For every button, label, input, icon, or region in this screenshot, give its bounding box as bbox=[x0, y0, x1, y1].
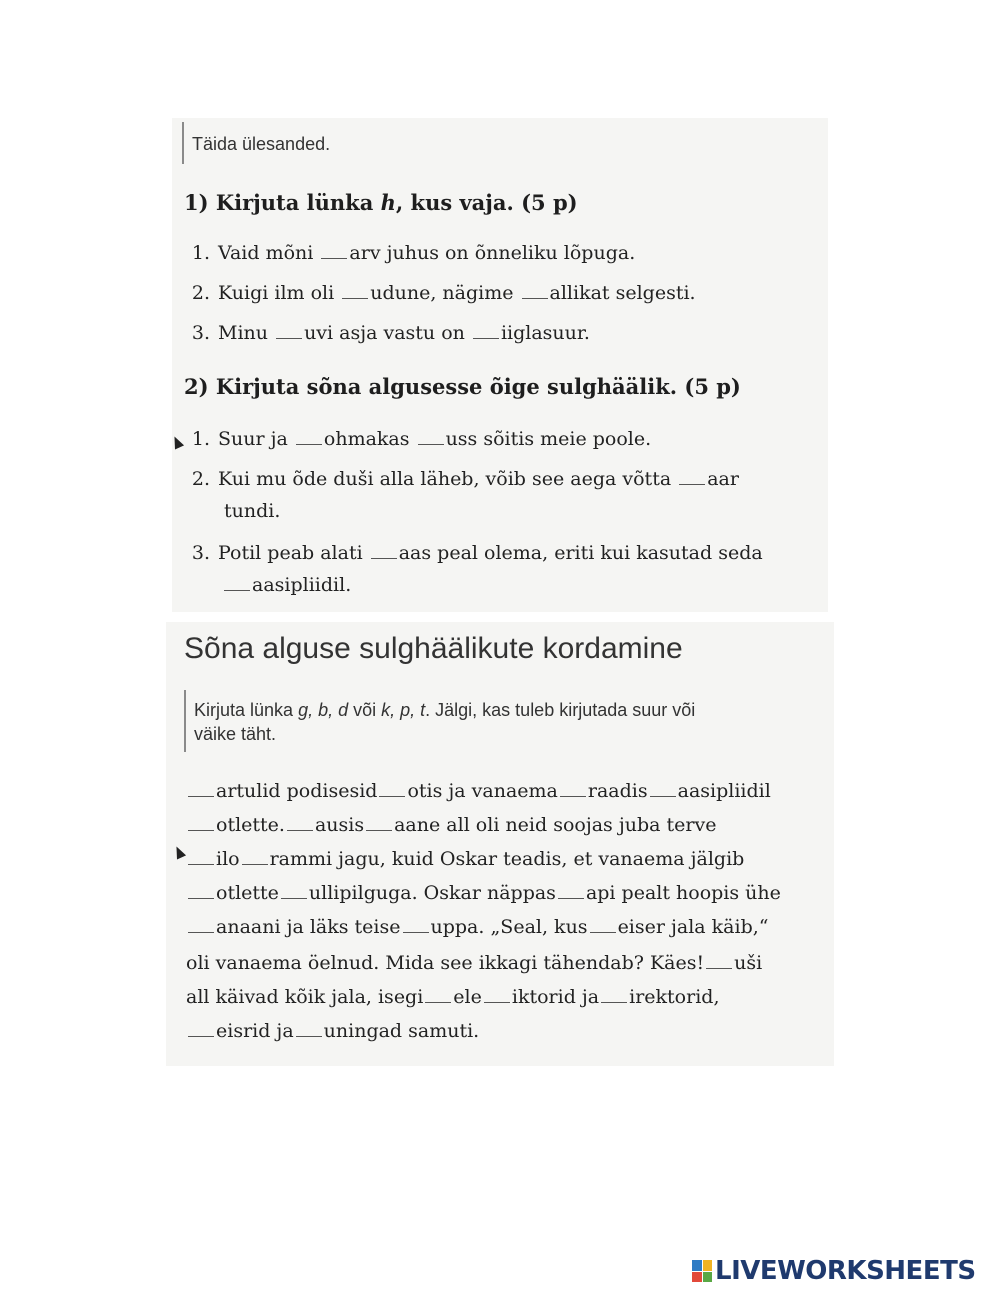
paragraph-text: raadis bbox=[587, 780, 648, 802]
paragraph-text: iktorid ja bbox=[511, 986, 600, 1008]
mouse-cursor-icon bbox=[170, 434, 184, 449]
blank-field[interactable] bbox=[558, 884, 584, 899]
item-text: arv juhus on õnneliku lõpuga. bbox=[349, 242, 636, 264]
blank-field[interactable] bbox=[679, 470, 705, 485]
paragraph-text: irektorid, bbox=[629, 986, 720, 1008]
paragraph-text: ullipilguga. Oskar näppas bbox=[308, 882, 556, 904]
worksheet-section-1 bbox=[172, 118, 828, 612]
liveworksheets-logo bbox=[692, 1256, 976, 1286]
instruction-line-2: väike täht. bbox=[194, 724, 277, 744]
blank-field[interactable] bbox=[188, 1022, 214, 1037]
blank-field[interactable] bbox=[188, 850, 214, 865]
task2-heading: 2) Kirjuta sõna algusesse õige sulghäälik. (5 p) bbox=[184, 374, 741, 399]
item-text: allikat selgesti. bbox=[549, 282, 696, 304]
item-text: Kuigi ilm oli bbox=[218, 282, 335, 304]
item-number: 2. bbox=[191, 282, 210, 304]
paragraph-text: rammi jagu, kuid Oskar teadis, et vanaema jälgib bbox=[269, 848, 745, 870]
blank-field[interactable] bbox=[706, 954, 732, 969]
paragraph-line bbox=[186, 780, 771, 802]
item-text: uvi asja vastu on bbox=[304, 322, 465, 344]
instruction-letters: k, p, t bbox=[381, 700, 426, 720]
task1-heading-letter: h bbox=[380, 190, 396, 215]
blank-field[interactable] bbox=[296, 430, 322, 445]
instruction-bar bbox=[182, 122, 184, 164]
item-text: iiglasuur. bbox=[500, 322, 590, 344]
item-text: Minu bbox=[218, 322, 269, 344]
paragraph-line bbox=[186, 1020, 479, 1042]
blank-field[interactable] bbox=[342, 284, 368, 299]
item-text: Potil peab alati bbox=[218, 542, 363, 564]
blank-field[interactable] bbox=[403, 918, 429, 933]
item-number: 1. bbox=[191, 428, 210, 450]
paragraph-text: api pealt hoopis ühe bbox=[585, 882, 781, 904]
item-text: aar bbox=[707, 468, 739, 490]
task1-heading bbox=[184, 190, 578, 215]
instruction-letters: g, b, d bbox=[298, 700, 349, 720]
blank-field[interactable] bbox=[484, 988, 510, 1003]
item-text: Vaid mõni bbox=[218, 242, 314, 264]
task1-item-2 bbox=[186, 282, 696, 304]
item-number: 3. bbox=[191, 322, 210, 344]
paragraph-line bbox=[186, 814, 716, 836]
task2-item-3-continued bbox=[222, 574, 351, 596]
item-number: 1. bbox=[191, 242, 210, 264]
blank-field[interactable] bbox=[418, 430, 444, 445]
item-text: Suur ja bbox=[218, 428, 288, 450]
instruction-part: Kirjuta lünka bbox=[194, 700, 299, 720]
mouse-cursor-icon bbox=[172, 844, 186, 859]
section-title: Sõna alguse sulghäälikute kordamine bbox=[184, 632, 683, 665]
blank-field[interactable] bbox=[601, 988, 627, 1003]
task2-item-1 bbox=[186, 428, 651, 450]
paragraph-line bbox=[186, 848, 744, 870]
task1-item-1 bbox=[186, 242, 635, 264]
blank-field[interactable] bbox=[188, 816, 214, 831]
blank-field[interactable] bbox=[522, 284, 548, 299]
instruction-line-1 bbox=[194, 700, 695, 721]
item-text: udune, nägime bbox=[370, 282, 514, 304]
blank-field[interactable] bbox=[287, 816, 313, 831]
paragraph-line bbox=[186, 882, 781, 904]
paragraph-text: uši bbox=[734, 952, 763, 974]
blank-field[interactable] bbox=[224, 576, 250, 591]
paragraph-text: ausis bbox=[314, 814, 365, 836]
blank-field[interactable] bbox=[188, 918, 214, 933]
paragraph-text: ilo bbox=[216, 848, 240, 870]
blank-field[interactable] bbox=[473, 324, 499, 339]
blank-field[interactable] bbox=[188, 782, 214, 797]
blank-field[interactable] bbox=[590, 918, 616, 933]
blank-field[interactable] bbox=[321, 244, 347, 259]
paragraph-text: eisrid ja bbox=[216, 1020, 294, 1042]
task2-item-3 bbox=[186, 542, 763, 564]
blank-field[interactable] bbox=[242, 850, 268, 865]
task1-item-3 bbox=[186, 322, 590, 344]
paragraph-text: otlette bbox=[216, 882, 279, 904]
item-text: aas peal olema, eriti kui kasutad seda bbox=[398, 542, 763, 564]
item-number: 2. bbox=[191, 468, 210, 490]
paragraph-text: artulid podisesid bbox=[216, 780, 378, 802]
item-text: Kui mu õde duši alla läheb, võib see aega võtta bbox=[218, 468, 672, 490]
brand-name: LIVEWORKSHEETS bbox=[715, 1256, 976, 1286]
paragraph-text: oli vanaema öelnud. Mida see ikkagi tähendab? Käes! bbox=[186, 952, 705, 974]
liveworksheets-logo-icon bbox=[692, 1260, 712, 1282]
blank-field[interactable] bbox=[560, 782, 586, 797]
instruction-part: . Jälgi, kas tuleb kirjutada suur või bbox=[425, 700, 696, 720]
blank-field[interactable] bbox=[276, 324, 302, 339]
task2-item-2-continued: tundi. bbox=[224, 500, 281, 522]
paragraph-text: aane all oli neid soojas juba terve bbox=[394, 814, 717, 836]
paragraph-line bbox=[186, 916, 769, 938]
paragraph-text: aasipliidil bbox=[677, 780, 771, 802]
blank-field[interactable] bbox=[650, 782, 676, 797]
task2-item-2 bbox=[186, 468, 739, 490]
paragraph-text: uppa. „Seal, kus bbox=[430, 916, 588, 938]
blank-field[interactable] bbox=[379, 782, 405, 797]
paragraph-text: ele bbox=[453, 986, 482, 1008]
blank-field[interactable] bbox=[371, 544, 397, 559]
paragraph-line bbox=[186, 986, 719, 1008]
instruction-bar bbox=[184, 690, 186, 752]
blank-field[interactable] bbox=[281, 884, 307, 899]
item-text: aasipliidil. bbox=[252, 574, 352, 596]
task1-heading-post: , kus vaja. (5 p) bbox=[395, 190, 578, 215]
task1-heading-pre: 1) Kirjuta lünka bbox=[184, 190, 381, 215]
worksheet-section-2 bbox=[166, 622, 834, 1066]
paragraph-text: otis ja vanaema bbox=[407, 780, 558, 802]
instruction-text: Täida ülesanded. bbox=[192, 134, 331, 154]
paragraph-text: otlette. bbox=[216, 814, 285, 836]
blank-field[interactable] bbox=[188, 884, 214, 899]
blank-field[interactable] bbox=[366, 816, 392, 831]
item-text: uss sõitis meie poole. bbox=[445, 428, 652, 450]
blank-field[interactable] bbox=[425, 988, 451, 1003]
paragraph-text: uningad samuti. bbox=[323, 1020, 480, 1042]
paragraph-text: all käivad kõik jala, isegi bbox=[186, 986, 424, 1008]
paragraph-line bbox=[186, 952, 762, 974]
instruction-part: või bbox=[348, 700, 382, 720]
item-text: ohmakas bbox=[323, 428, 410, 450]
item-number: 3. bbox=[191, 542, 210, 564]
blank-field[interactable] bbox=[296, 1022, 322, 1037]
paragraph-text: eiser jala käib,“ bbox=[617, 916, 769, 938]
paragraph-text: anaani ja läks teise bbox=[216, 916, 401, 938]
